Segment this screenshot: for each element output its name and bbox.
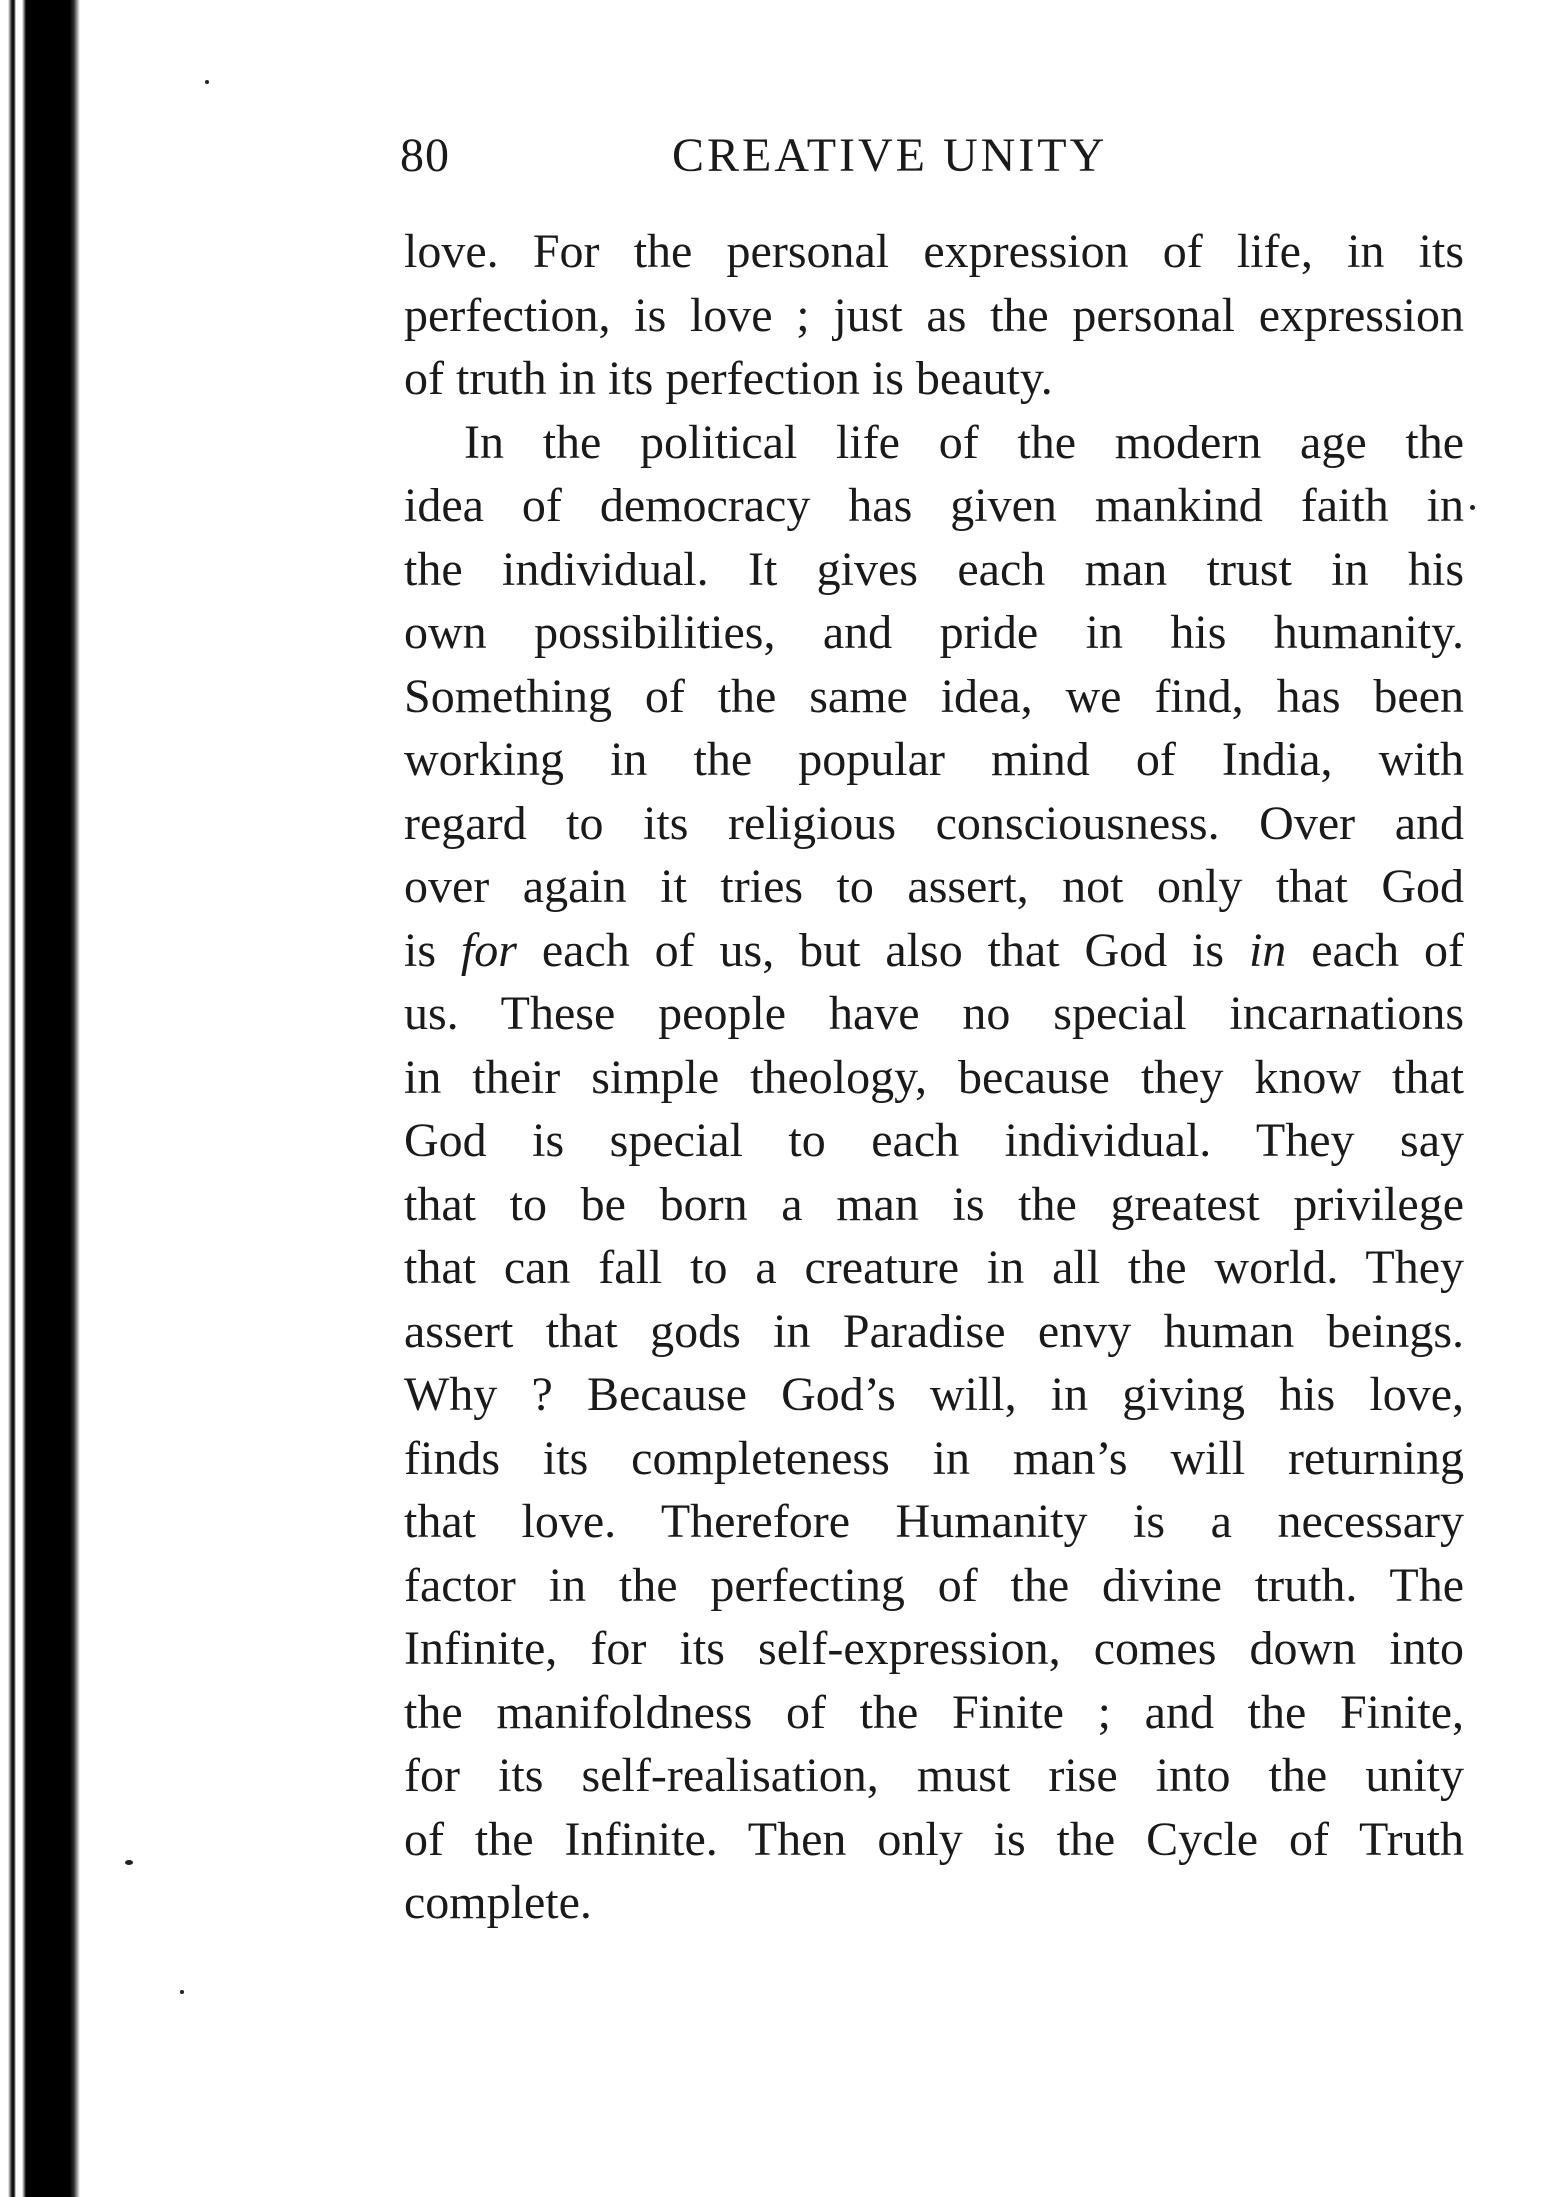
italic-word-for: for: [460, 923, 517, 977]
text-line: finds its completeness in man’s will returning: [404, 1431, 1464, 1485]
text-line: Something of the same idea, we find, has been: [404, 669, 1464, 723]
page-header: [400, 128, 1200, 198]
text-fragment: is: [404, 923, 437, 977]
body-text: [404, 220, 1464, 1935]
text-line: Infinite, for its self-expression, comes down into: [404, 1622, 1464, 1675]
text-line: the individual. It gives each man trust in his: [404, 542, 1464, 596]
scan-speck: [125, 1860, 133, 1865]
text-line: Why ? Because God’s will, in giving his love,: [404, 1368, 1464, 1421]
text-line: own possibilities, and pride in his humanity.: [404, 606, 1464, 659]
text-line: complete.: [404, 1876, 592, 1929]
scan-speck: [180, 1990, 184, 1994]
italic-word-in: in: [1248, 923, 1287, 977]
text-line: of truth in its perfection is beauty.: [404, 352, 1053, 405]
page-number: 80: [400, 129, 450, 182]
text-line: that can fall to a creature in all the world. They: [404, 1241, 1464, 1294]
scan-speck: [205, 80, 209, 84]
text-line: regard to its religious consciousness. Over and: [404, 796, 1464, 850]
text-line: working in the popular mind of India, with: [404, 733, 1464, 786]
running-title: CREATIVE UNITY: [672, 129, 1108, 182]
text-line: of the Infinite. Then only is the Cycle of Truth: [404, 1812, 1464, 1866]
scan-speck: [1470, 505, 1475, 510]
text-line: God is special to each individual. They say: [404, 1114, 1464, 1167]
text-line: in their simple theology, because they know that: [404, 1050, 1464, 1104]
text-line: that love. Therefore Humanity is a necessary: [404, 1495, 1464, 1548]
book-binding-shadow: [0, 0, 85, 2197]
text-line: idea of democracy has given mankind faith in: [404, 479, 1464, 532]
text-line: assert that gods in Paradise envy human beings.: [404, 1304, 1464, 1358]
text-line: In the political life of the modern age the: [464, 415, 1464, 469]
text-line: over again it tries to assert, not only that God: [404, 860, 1464, 913]
text-fragment: each of us, but also that God is: [541, 923, 1225, 977]
text-line: perfection, is love ; just as the personal expression: [404, 288, 1464, 342]
text-line: that to be born a man is the greatest privilege: [404, 1177, 1464, 1231]
text-line: the manifoldness of the Finite ; and the Finite,: [404, 1685, 1464, 1739]
text-line: us. These people have no special incarnations: [404, 987, 1464, 1040]
text-fragment: each of: [1311, 923, 1465, 977]
text-line-with-italics: [404, 919, 1464, 983]
text-line: for its self-realisation, must rise into the unity: [404, 1749, 1464, 1802]
text-line: factor in the perfecting of the divine truth. The: [404, 1558, 1464, 1612]
text-line: love. For the personal expression of life, in its: [404, 225, 1464, 278]
